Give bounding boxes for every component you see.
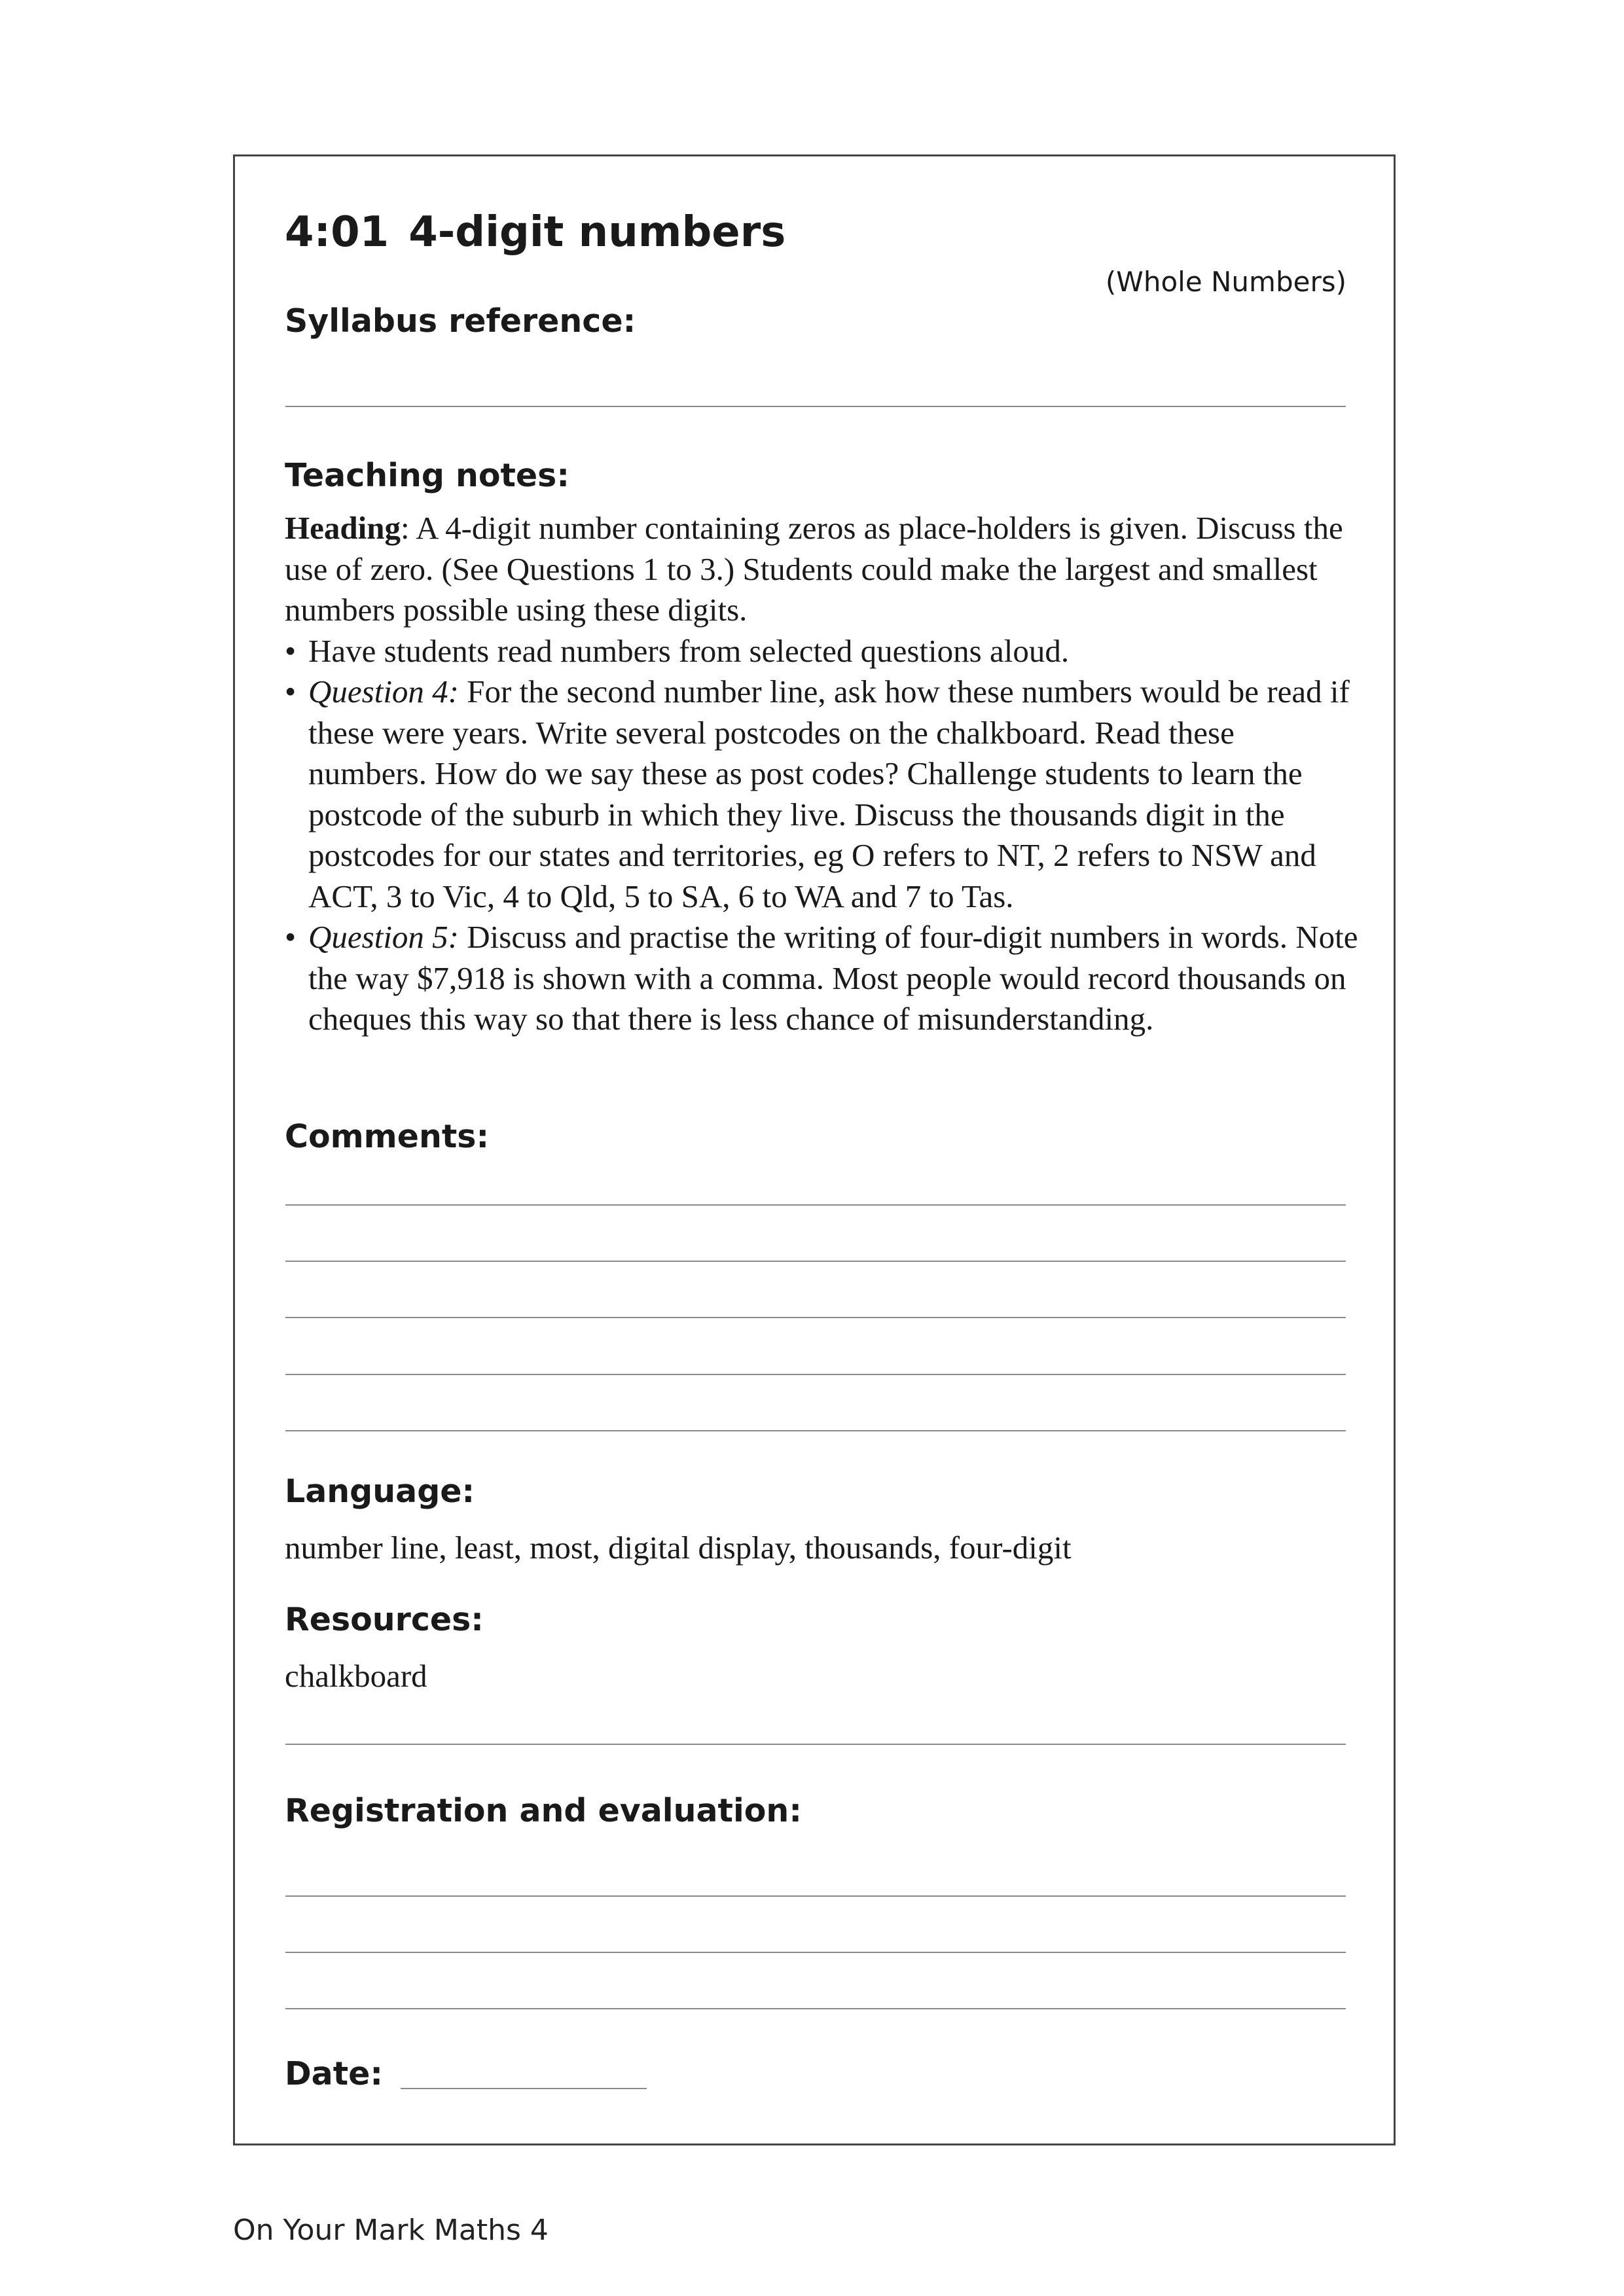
bullet-text: Have students read numbers from selected questions aloud. (308, 632, 1070, 669)
syllabus-line (285, 406, 1346, 407)
page-footer: On Your Mark Maths 4 (233, 2214, 549, 2247)
teaching-notes-heading: Teaching notes: (285, 457, 569, 494)
comments-line (285, 1374, 1346, 1375)
registration-line (285, 2008, 1346, 2009)
bullet-icon: • (285, 632, 297, 669)
topic-label: (Whole Numbers) (1105, 266, 1346, 298)
comments-line (285, 1204, 1346, 1206)
intro-bold: Heading (285, 510, 401, 546)
comments-line (285, 1317, 1346, 1318)
language-text: number line, least, most, digital display, thousands, four-digit (285, 1530, 1072, 1566)
intro-text: : A 4-digit number containing zeros as place-holders is given. Discuss the use of zero. (See Questions 1 to 3.) Students could make the largest and smallest numbers possible using these digits. (285, 510, 1343, 628)
lesson-number: 4:01 (285, 208, 389, 257)
date-field-line (401, 2088, 647, 2089)
bullet-icon: • (285, 919, 297, 955)
resources-line (285, 1744, 1346, 1745)
list-item (285, 672, 1358, 917)
resources-text: chalkboard (285, 1658, 427, 1694)
lesson-title-text: 4-digit numbers (408, 208, 786, 257)
bullet-icon: • (285, 673, 297, 709)
bullet-text: Discuss and practise the writing of four-digit numbers in words. Note the way $7,918 is shown with a comma. Most people would record thousands on cheques this way so that there is less chance of misunderstanding. (308, 919, 1358, 1037)
registration-line (285, 1952, 1346, 1953)
comments-line (285, 1430, 1346, 1431)
registration-heading: Registration and evaluation: (285, 1792, 802, 1829)
date-label: Date: (285, 2055, 383, 2092)
list-item (285, 917, 1358, 1040)
bullet-text: For the second number line, ask how these numbers would be read if these were years. Write several postcodes on the chalkboard. Read these numbers. How do we say these as post codes? Challenge students to learn the postcode of the suburb in which they live. Discuss the thousands digit in the postcodes for our states and territories, eg O refers to NT, 2 refers to NSW and ACT, 3 to Vic, 4 to Qld, 5 to SA, 6 to WA and 7 to Tas. (308, 673, 1350, 914)
teaching-notes-list (285, 631, 1358, 1040)
bullet-lead: Question 5: (308, 919, 459, 955)
resources-heading: Resources: (285, 1601, 484, 1638)
teaching-notes-body (285, 508, 1358, 1040)
syllabus-heading: Syllabus reference: (285, 302, 636, 340)
lesson-title (285, 208, 785, 257)
comments-line (285, 1261, 1346, 1262)
language-heading: Language: (285, 1473, 475, 1510)
bullet-lead: Question 4: (308, 673, 459, 709)
teaching-notes-intro (285, 508, 1358, 631)
registration-line (285, 1895, 1346, 1897)
list-item (285, 631, 1358, 672)
comments-heading: Comments: (285, 1118, 490, 1155)
